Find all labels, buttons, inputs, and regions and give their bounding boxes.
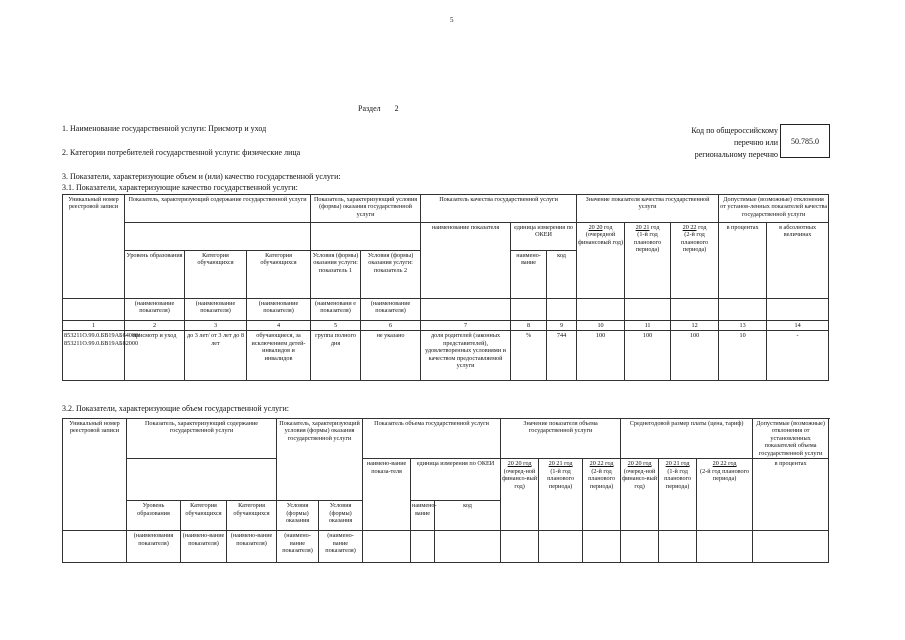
t2-h-content: Показатель, характеризующий содержание государственной услуги: [127, 419, 277, 459]
t2-h-cat: Категория обучающихся: [181, 501, 227, 531]
t1-c10: 100: [577, 331, 625, 381]
t1-c14: -: [767, 331, 829, 381]
t1-n3: (наименование показателя): [247, 299, 311, 321]
t1-h-cond1: Условия (формы) оказания услуги: показатель 1: [311, 251, 361, 299]
t1-colnum: 11: [625, 321, 671, 331]
t2-h-vol: Показатель объема государственной услуги: [363, 419, 501, 459]
t1-colnum: 14: [767, 321, 829, 331]
t2-h-yc1: 20 22 год: [589, 460, 614, 468]
t1-h-y1: [577, 223, 625, 299]
t2-h-uname: наимено-вание: [411, 501, 435, 531]
volume-table: [62, 418, 829, 563]
t1-colnum: 4: [247, 321, 311, 331]
t1-colnum: 5: [311, 321, 361, 331]
t1-h-pct: в процентах: [719, 223, 767, 299]
t2-h-cond2: Условия (формы) оказания: [319, 501, 363, 531]
t2-h-yc2: (2-й год планового периода): [588, 467, 616, 490]
t2-h-yb2: (1-й год планового периода): [547, 467, 575, 490]
t1-colnum: 3: [185, 321, 247, 331]
t2-h-cond1: Условия (формы) оказания: [277, 501, 319, 531]
t1-colnum: 6: [361, 321, 421, 331]
consumers-line: 2. Категории потребителей государственной услуги: физические лица: [62, 148, 301, 157]
t2-h-cond: Показатель, характеризующий условия (формы) оказания государственной услуги: [277, 419, 363, 501]
t1-h-abs: в абсолютных величинах: [767, 223, 829, 299]
t1-n4: (наименовани е показателя): [311, 299, 361, 321]
page-number: 5: [450, 16, 454, 24]
t1-h-y3c: (2-й год планового периода): [681, 231, 709, 254]
t1-c13: 10: [719, 331, 767, 381]
t2-h-pb1: 20 21 год: [665, 460, 690, 468]
t1-h-uname: наимено-вание: [511, 251, 547, 299]
t1-colnum: 10: [577, 321, 625, 331]
t2-h-ya2: (очеред-ной финансо-вый год): [502, 467, 538, 490]
t1-c2: присмотр и уход: [125, 331, 185, 381]
t1-c11: 100: [625, 331, 671, 381]
t1-h-reg: Уникальный номер реестровой записи: [63, 195, 125, 299]
t2-n4: (наимено-вание показателя): [277, 531, 319, 563]
t2-n2: (наимено-вание показателя): [181, 531, 227, 563]
service-name-line: 1. Наименование государственной услуги: Присмотр и уход: [62, 124, 267, 133]
t1-h-y2: [625, 223, 671, 299]
t1-colnum: 13: [719, 321, 767, 331]
t2-h-pc2: (2-й год планового периода): [700, 467, 750, 483]
t1-colnum: 7: [421, 321, 511, 331]
t1-colnum: 1: [63, 321, 125, 331]
t1-n1: (наименование показателя): [125, 299, 185, 321]
t2-h-pc1: 20 22 год: [712, 460, 737, 468]
t2-h-pa: [621, 459, 659, 531]
t2-h-price: Среднегодовой размер платы (цена, тариф): [621, 419, 753, 459]
t1-data-row: [63, 331, 829, 381]
t2-h-ya1: 20 20 год: [507, 460, 532, 468]
t2-h-pa2: (очеред-ной финансо-вый год): [622, 467, 658, 490]
t1-n2: (наименование показателя): [185, 299, 247, 321]
t1-h-y3a: 20 22: [682, 224, 697, 231]
t1-h-y1c: (очередной финансовый год): [578, 231, 624, 246]
t1-h-y1a: 20 20: [588, 224, 603, 231]
section-number: 2: [394, 104, 399, 113]
t1-h-dev: Допустимые (возможные) отклонения от установ-ленных показателей качества государственной услуги: [719, 195, 829, 223]
t2-n1: (наименования показателя): [127, 531, 181, 563]
t1-c7: доля родителей (законных представителей), удовлетворенных условиями и качеством предоставляемой услуги: [421, 331, 511, 381]
t1-h-content: Показатель, характеризующий содержание государственной услуги: [125, 195, 311, 223]
indicators-heading: 3. Показатели, характеризующие объем и (или) качество государственной услуги:: [62, 172, 341, 181]
quality-heading: 3.1. Показатели, характеризующие качество государственной услуги:: [62, 183, 298, 192]
t2-h-code: код: [435, 501, 501, 531]
t1-colnum: 9: [547, 321, 577, 331]
t2-h-value: Значение показателя объема государственной услуги: [501, 419, 621, 459]
t2-h-learners: Категория обучающихся: [227, 501, 277, 531]
code-label-1: Код по общероссийскому: [691, 126, 778, 135]
t1-c9: 744: [547, 331, 577, 381]
section-title: [358, 104, 399, 113]
t1-h-learners: Категория обучающихся: [247, 251, 311, 299]
t1-reg-cell: 853211О.99.0.БВ19АБ64000/ 853211О.99.0.БВ19АБ82000: [63, 331, 125, 381]
t1-h-cond2: Условия (формы) оказания услуги: показатель 2: [361, 251, 421, 299]
t2-h-unit: единица измерения по ОКЕИ: [411, 459, 501, 501]
t2-h-reg: Уникальный номер реестровой записи: [63, 419, 127, 531]
t1-n5: (наименование показателя): [361, 299, 421, 321]
quality-table: [62, 194, 829, 381]
t1-h-y1b: год: [604, 224, 613, 231]
t2-h-dev: Допустимые (возможные) отклонения от установленных показателей объема государственной услуги: [753, 419, 829, 459]
t1-h-level: Уровень образования: [125, 251, 185, 299]
code-label-2: перечню или: [733, 138, 778, 147]
t1-h-y2a: 20 21: [635, 224, 650, 231]
t1-c4: обучающиеся, за исключением детей-инвалидов и инвалидов: [247, 331, 311, 381]
t2-h-vname: наимено-вание показа-теля: [363, 459, 411, 531]
code-value-box: [780, 124, 830, 158]
t2-h-pct: в процентах: [753, 459, 829, 531]
t1-h-y3b: год: [698, 224, 707, 231]
t2-h-yc: [583, 459, 621, 531]
t1-h-cat: Категория обучающихся: [185, 251, 247, 299]
t1-c5: группа полного дня: [311, 331, 361, 381]
section-label: Раздел: [358, 104, 381, 113]
t1-h-qname: наименование показателя: [421, 223, 511, 299]
t1-h-unit: единица измерения по ОКЕИ: [511, 223, 577, 251]
t1-h-quality: Показатель качества государственной услуги: [421, 195, 577, 223]
t2-h-pc: [697, 459, 753, 531]
t1-h-y2c: (1-й год планового периода): [634, 231, 662, 254]
t1-c8: %: [511, 331, 547, 381]
t2-n3: (наимено-вание показателя): [227, 531, 277, 563]
code-value: 50.785.0: [791, 136, 819, 146]
t1-h-code: код: [547, 251, 577, 299]
t1-h-y2b: год: [651, 224, 660, 231]
t2-h-yb: [539, 459, 583, 531]
t2-h-level: Уровень образования: [127, 501, 181, 531]
t1-c12: 100: [671, 331, 719, 381]
t2-h-pb2: (1-й год планового периода): [664, 467, 692, 490]
t1-colnum: 12: [671, 321, 719, 331]
t2-h-pb: [659, 459, 697, 531]
t2-h-ya: [501, 459, 539, 531]
t2-h-yb1: 20 21 год: [548, 460, 573, 468]
code-label-3: региональному перечню: [694, 150, 778, 159]
t1-h-y3: [671, 223, 719, 299]
t1-c3: до 3 лет/ от 3 лет до 8 лет: [185, 331, 247, 381]
volume-heading: 3.2. Показатели, характеризующие объем государственной услуги:: [62, 404, 289, 413]
t1-h-cond: Показатель, характеризующий условия (формы) оказания государственной услуги: [311, 195, 421, 223]
t1-c6: не указано: [361, 331, 421, 381]
t1-colnum: 8: [511, 321, 547, 331]
t2-h-pa1: 20 20 год: [627, 460, 652, 468]
t1-colnum: 2: [125, 321, 185, 331]
t2-n5: (наимено-вание показателя): [319, 531, 363, 563]
t1-h-value: Значение показателя качества государственной услуги: [577, 195, 719, 223]
